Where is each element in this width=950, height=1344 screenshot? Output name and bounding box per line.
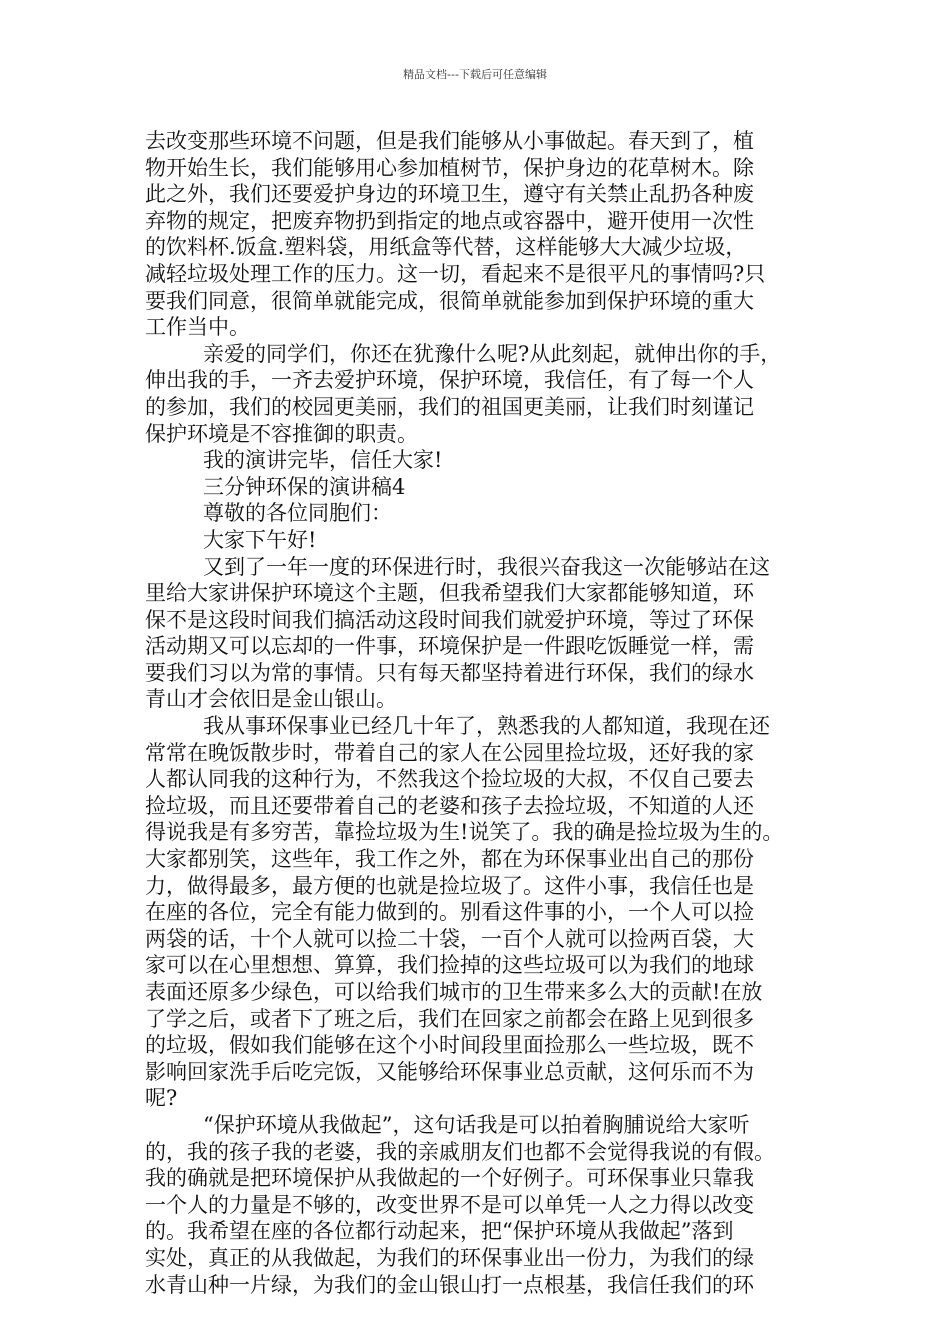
- text-line: 的饮料杯.饭盒.塑料袋，用纸盒等代替，这样能够大大减少垃圾，: [145, 235, 747, 260]
- text-line: 两袋的话，十个人就可以捡二十袋，一百个人就可以捡两百袋，大: [145, 926, 754, 951]
- text-line: 影响回家洗手后吃完饭，又能够给环保事业总贡献，这何乐而不为: [145, 1059, 754, 1084]
- text-line: 常常在晚饭散步时，带着自己的家人在公园里捡垃圾，还好我的家: [145, 740, 754, 765]
- text-line: 弃物的规定，把废弃物扔到指定的地点或容器中，避开使用一次性: [145, 208, 754, 233]
- text-line: 要我们同意，很简单就能完成，很简单就能参加到保护环境的重大: [145, 288, 754, 313]
- text-line: 力，做得最多，最方便的也就是捡垃圾了。这件小事，我信任也是: [145, 873, 754, 898]
- text-line: 家可以在心里想想、算算，我们捡掉的这些垃圾可以为我们的地球: [145, 953, 754, 978]
- text-line: 三分钟环保的演讲稿4: [203, 474, 406, 499]
- text-line: 我从事环保事业已经几十年了，熟悉我的人都知道，我现在还: [203, 714, 770, 739]
- text-line: 大家下午好!: [203, 527, 317, 552]
- document-body: [145, 128, 811, 1298]
- text-line: 大家都别笑，这些年，我工作之外，都在为环保事业出自己的那份: [145, 847, 754, 872]
- text-line: 尊敬的各位同胞们：: [203, 501, 392, 526]
- text-line: 得说我是有多穷苦，靠捡垃圾为生!说笑了。我的确是捡垃圾为生的。: [145, 820, 784, 845]
- text-line: 了学之后，或者下了班之后，我们在回家之前都会在路上见到很多: [145, 1006, 754, 1031]
- text-line: 去改变那些环境不问题，但是我们能够从小事做起。春天到了，植: [145, 129, 754, 153]
- text-line: 人都认同我的这种行为，不然我这个捡垃圾的大叔，不仅自己要去: [145, 767, 754, 792]
- text-line: 实处，真正的从我做起，为我们的环保事业出一份力，为我们的绿: [145, 1245, 754, 1270]
- text-line: 要我们习以为常的事情。只有每天都坚持着进行环保，我们的绿水: [145, 660, 754, 685]
- text-line: 工作当中。: [145, 315, 250, 340]
- text-line: 在座的各位，完全有能力做到的。别看这件事的小，一个人可以捡: [145, 900, 754, 925]
- text-line: 保不是这段时间我们搞活动这段时间我们就爱护环境，等过了环保: [145, 607, 754, 632]
- text-line: 的垃圾，假如我们能够在这个小时间段里面捡那么一些垃圾，既不: [145, 1033, 754, 1058]
- text-line: 保护环境是不容推御的职责。: [145, 421, 418, 446]
- text-line: 物开始生长，我们能够用心参加植树节，保护身边的花草树木。除: [145, 155, 754, 180]
- text-line: 又到了一年一度的环保进行时，我很兴奋我这一次能够站在这: [203, 554, 770, 579]
- text-line: 一个人的力量是不够的，改变世界不是可以单凭一人之力得以改变: [145, 1192, 754, 1217]
- text-line: 呢?: [145, 1086, 178, 1111]
- text-line: 此之外，我们还要爱护身边的环境卫生，遵守有关禁止乱扔各种废: [145, 182, 754, 207]
- text-line: 减轻垃圾处理工作的压力。这一切，看起来不是很平凡的事情吗?只: [145, 261, 766, 286]
- text-line: 伸出我的手，一齐去爱护环境，保护环境，我信任，有了每一个人: [145, 368, 754, 393]
- text-line: 我的确就是把环境保护从我做起的一个好例子。可环保事业只靠我: [145, 1166, 754, 1191]
- text-line: 亲爱的同学们，你还在犹豫什么呢?从此刻起，就伸出你的手，: [203, 341, 782, 366]
- text-line: 捡垃圾，而且还要带着自己的老婆和孩子去捡垃圾，不知道的人还: [145, 793, 754, 818]
- page-header: 精品文档---下载后可任意编辑: [403, 68, 547, 81]
- text-line: 我的演讲完毕，信任大家!: [203, 448, 443, 473]
- text-line: 里给大家讲保护环境这个主题，但我希望我们大家都能够知道，环: [145, 581, 754, 606]
- text-line: 的，我的孩子我的老婆，我的亲戚朋友们也都不会觉得我说的有假。: [145, 1139, 775, 1164]
- text-line: 表面还原多少绿色，可以给我们城市的卫生带来多么大的贡献!在放: [145, 980, 763, 1004]
- text-line: 水青山种一片绿，为我们的金山银山打一点根基，我信任我们的环: [145, 1272, 754, 1297]
- text-line: 青山才会依旧是金山银山。: [145, 687, 397, 712]
- text-line: 的参加，我们的校园更美丽，我们的祖国更美丽，让我们时刻谨记: [145, 394, 754, 419]
- text-line: “保护环境从我做起”，这句话我是可以拍着胸脯说给大家听: [203, 1112, 750, 1137]
- text-line: 活动期又可以忘却的一件事，环境保护是一件跟吃饭睡觉一样，需: [145, 634, 754, 659]
- text-line: 的。我希望在座的各位都行动起来，把“保护环境从我做起”落到: [145, 1219, 734, 1244]
